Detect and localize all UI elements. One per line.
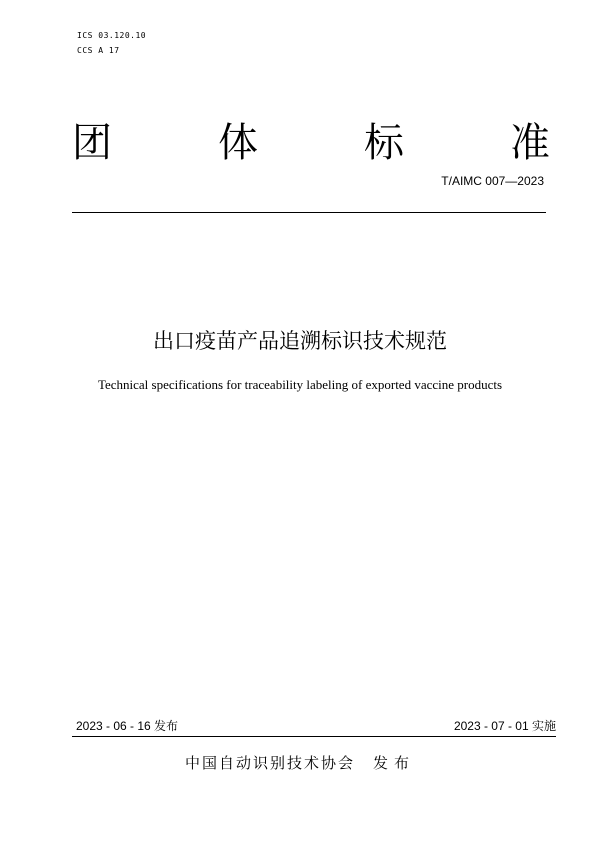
release-label: 发布 <box>373 754 416 772</box>
heading-char-4: 准 <box>510 120 550 166</box>
heading-char-1: 团 <box>72 120 112 166</box>
english-title: Technical specifications for traceability labeling of exported vaccine products <box>97 377 503 392</box>
heading-char-3: 标 <box>364 120 404 166</box>
publisher-line <box>0 752 600 774</box>
chinese-title: 出口疫苗产品追溯标识技术规范 <box>153 329 447 353</box>
publisher-name: 中国自动识别技术协会 <box>184 754 355 772</box>
heading-char-2: 体 <box>218 120 258 166</box>
bottom-divider <box>72 736 556 737</box>
ics-code: ICS 03.120.10 <box>77 31 147 40</box>
document-type-heading <box>72 118 550 168</box>
standard-number: T/AIMC 007—2023 <box>441 174 544 188</box>
issue-date: 2023 - 06 - 16 发布 <box>76 719 179 733</box>
implementation-date: 2023 - 07 - 01 实施 <box>453 719 556 733</box>
ccs-code: CCS A 17 <box>77 46 120 55</box>
top-divider <box>72 212 546 213</box>
